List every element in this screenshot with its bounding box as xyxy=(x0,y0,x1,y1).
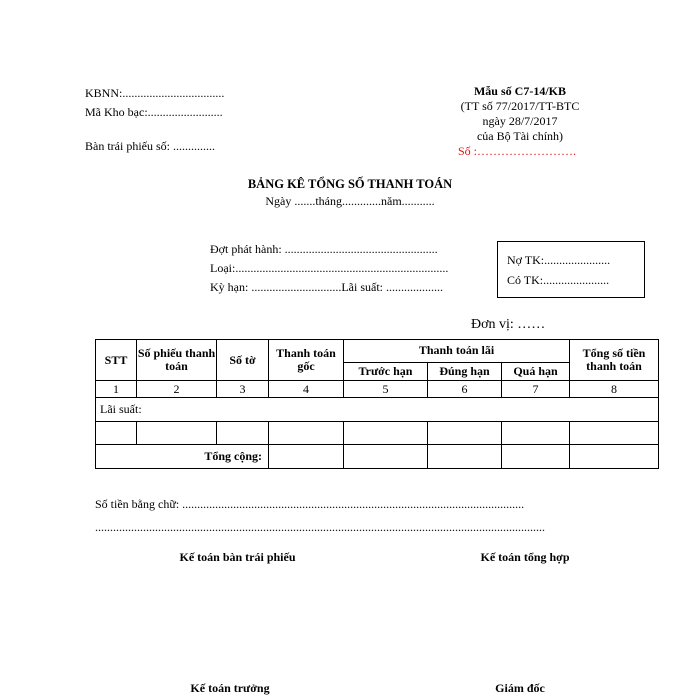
document-title: BẢNG KÊ TỔNG SỐ THANH TOÁN xyxy=(247,177,453,191)
lai-suat-label: Lãi suất: xyxy=(96,397,659,421)
unit-label: Đơn vị: …… xyxy=(471,317,546,332)
circular-ref: (TT số 77/2017/TT-BTC xyxy=(460,99,580,113)
payment-table xyxy=(95,339,659,469)
ky-han-field: Kỳ hạn: ..............................Lãi suất: ................... xyxy=(210,280,443,294)
col-number: 5 xyxy=(344,381,428,398)
table-cell xyxy=(570,421,659,445)
table-cell xyxy=(428,421,502,445)
ma-kho-bac-field: Mã Kho bạc:......................... xyxy=(85,105,223,119)
column-number-row xyxy=(96,381,659,398)
table-cell xyxy=(344,445,428,469)
ban-trai-phieu-field: Bàn trái phiếu số: .............. xyxy=(85,139,215,153)
header-so-to: Số tờ xyxy=(217,340,269,381)
table-row xyxy=(96,421,659,445)
tong-cong-label: Tổng cộng: xyxy=(96,445,269,469)
total-row xyxy=(96,445,659,469)
table-cell xyxy=(502,421,570,445)
sig-ke-toan-ban-trai-phieu: Kế toán bàn trái phiếu xyxy=(179,550,296,564)
table-cell xyxy=(344,421,428,445)
col-number: 4 xyxy=(269,381,344,398)
col-number: 2 xyxy=(137,381,217,398)
col-number: 7 xyxy=(502,381,570,398)
lai-suat-row xyxy=(96,397,659,421)
header-stt: STT xyxy=(96,340,137,381)
account-box xyxy=(497,241,645,298)
header-so-phieu: Số phiếu thanh toán xyxy=(137,340,217,381)
col-number: 3 xyxy=(217,381,269,398)
sig-giam-doc: Giám đốc xyxy=(495,681,545,695)
table-cell xyxy=(137,421,217,445)
sig-ke-toan-tong-hop: Kế toán tổng hợp xyxy=(480,550,570,564)
col-number: 6 xyxy=(428,381,502,398)
header-thanh-toan-goc: Thanh toán gốc xyxy=(269,340,344,381)
circular-date: ngày 28/7/2017 xyxy=(482,114,558,128)
dot-phat-hanh-field: Đợt phát hành: ................................................... xyxy=(210,242,438,256)
header-thanh-toan-lai: Thanh toán lãi xyxy=(344,340,570,363)
col-number: 1 xyxy=(96,381,137,398)
header-truoc-han: Trước hạn xyxy=(344,362,428,381)
ministry: của Bộ Tài chính) xyxy=(476,129,564,143)
table-cell xyxy=(502,445,570,469)
date-line: Ngày .......tháng.............năm........... xyxy=(265,194,435,208)
table-cell xyxy=(428,445,502,469)
header-tong-so-tien: Tổng số tiền thanh toán xyxy=(570,340,659,381)
table-cell xyxy=(269,421,344,445)
loai-field: Loại:....................................................................... xyxy=(210,261,449,275)
co-tk-field: Có TK:...................... xyxy=(507,273,610,287)
amount-in-words-line2: ...................................................................................................................................................... xyxy=(95,520,545,534)
table-cell xyxy=(570,445,659,469)
kbnn-field: KBNN:.................................. xyxy=(85,86,225,100)
form-number: Mẫu số C7-14/KB xyxy=(473,84,566,98)
table-cell xyxy=(217,421,269,445)
so-field: Số :……………………. xyxy=(458,144,577,158)
no-tk-field: Nợ TK:...................... xyxy=(507,253,611,267)
header-dung-han: Đúng hạn xyxy=(428,362,502,381)
table-cell xyxy=(96,421,137,445)
form-reference xyxy=(440,84,600,159)
sig-ke-toan-truong: Kế toán trưởng xyxy=(190,681,270,695)
amount-in-words-line1: Số tiền bằng chữ: .................................................................................................................. xyxy=(95,497,525,511)
header-qua-han: Quá hạn xyxy=(502,362,570,381)
table-cell xyxy=(269,445,344,469)
col-number: 8 xyxy=(570,381,659,398)
